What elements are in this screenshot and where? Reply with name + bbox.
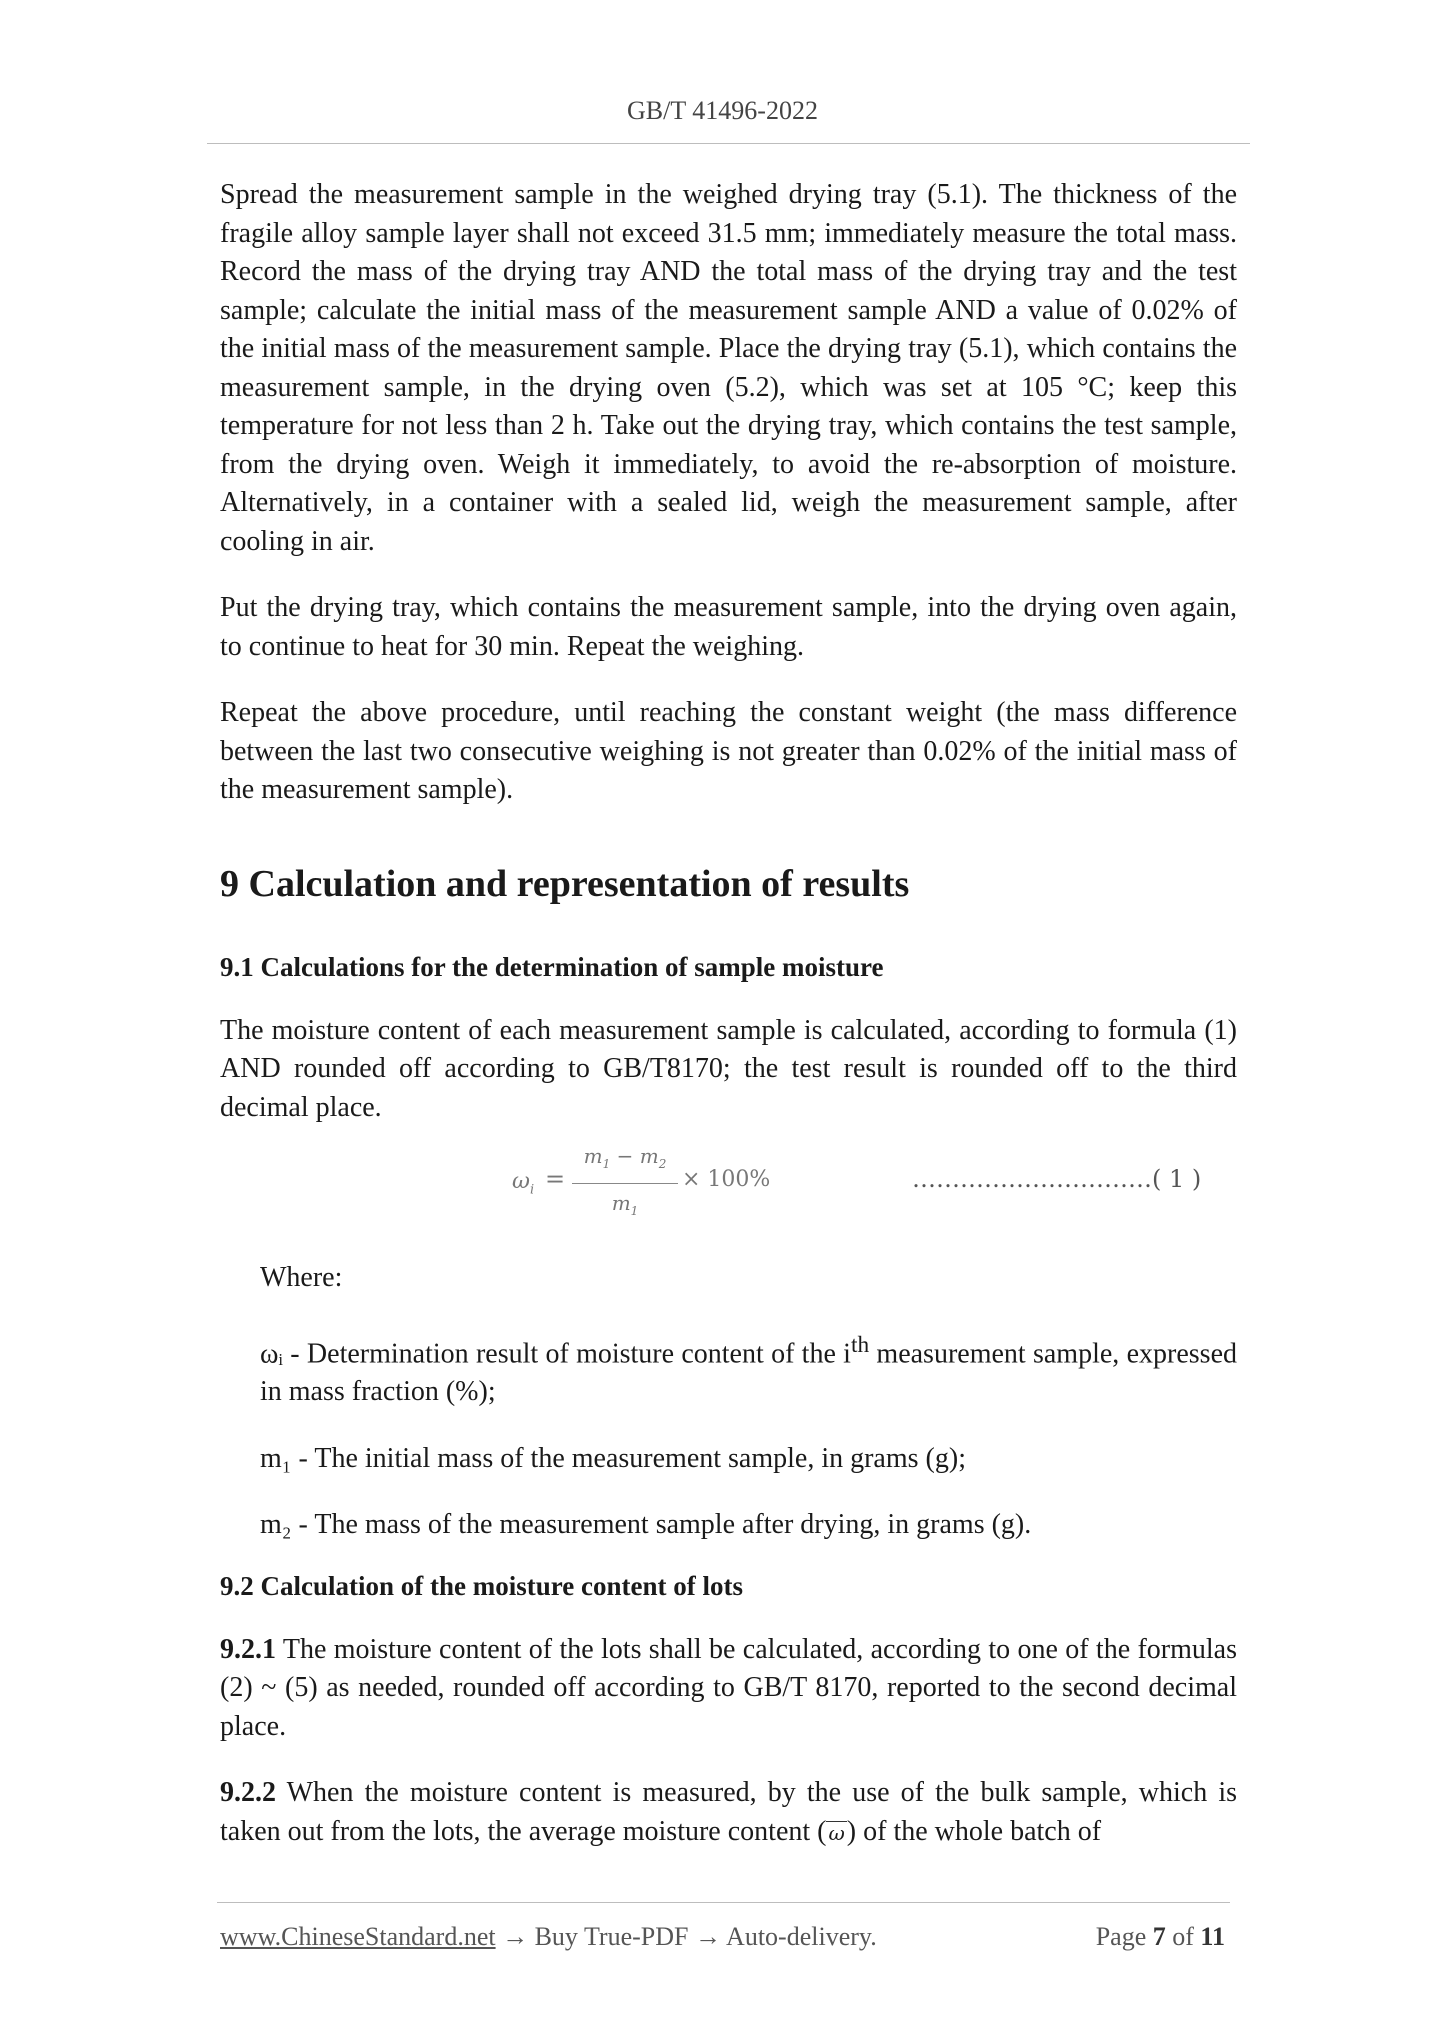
- where-definitions: [220, 1259, 1237, 1545]
- where-label: Where:: [260, 1262, 343, 1293]
- section-9-heading: 9 Calculation and representation of results: [220, 862, 910, 905]
- footer-site-link[interactable]: www.ChineseStandard.net: [220, 1922, 496, 1951]
- page-number: Page 7 of 11: [1095, 1922, 1225, 1951]
- footer-nav-text: → Buy True-PDF → Auto-delivery.: [495, 1922, 877, 1951]
- footer-links: [220, 1922, 877, 1952]
- paragraph-9-2-1: 9.2.1 The moisture content of the lots shall be calculated, according to one of the formulas (2) ~ (5) as needed, rounded off according to GB/T 8170, reported to the second decimal place.: [220, 1633, 1237, 1742]
- page-content: [220, 176, 1237, 1851]
- formula-denominator: $m_1$: [611, 1191, 639, 1218]
- paragraph-formula-intro: The moisture content of each measurement sample is calculated, according to formula (1) AND rounded off according to GB/T8170; the test result is rounded off to the third decimal place.: [220, 1014, 1237, 1123]
- definition-omega: ωᵢ - Determination result of moisture content of the $i^{th}$ measurement sample, expressed in mass fraction (%);: [260, 1331, 1237, 1408]
- footer-divider: [217, 1902, 1230, 1903]
- definition-m1: m₁ - The initial mass of the measurement sample, in grams (g);: [260, 1442, 966, 1474]
- formula-times-100: × 100%: [682, 1167, 771, 1192]
- formula-equals: =: [545, 1165, 566, 1193]
- formula-omega-symbol: $\omega_i$: [512, 1169, 535, 1198]
- formula-fraction: [572, 1139, 678, 1228]
- section-9-2-heading: 9.2 Calculation of the moisture content of lots: [220, 1570, 743, 1601]
- section-9-1-heading: 9.1 Calculations for the determination of sample moisture: [220, 951, 884, 982]
- formula-numerator: $m_1 - m_2$: [583, 1144, 667, 1171]
- paragraph-9-2-2: 9.2.2 When the moisture content is measured, by the use of the bulk sample, which is taken out from the lots, the average moisture content ( ω) of the whole batch of: [220, 1777, 1237, 1847]
- paragraph-constant-weight: Repeat the above procedure, until reaching the constant weight (the mass difference between the last two consecutive weighing is not greater than 0.02% of the initial mass of the measurement sample).: [220, 697, 1237, 805]
- formula-1: [220, 1139, 1237, 1223]
- omega-mean-symbol: ω: [828, 1820, 845, 1845]
- paragraph-reheat: Put the drying tray, which contains the measurement sample, into the drying oven again, to continue to heat for 30 min. Repeat the weighing.: [220, 592, 1237, 662]
- formula-fraction-bar: [572, 1183, 678, 1184]
- definition-m2: m₂ - The mass of the measurement sample after drying, in grams (g).: [260, 1509, 1032, 1541]
- paragraph-procedure: Spread the measurement sample in the weighed drying tray (5.1). The thickness of the fragile alloy sample layer shall not exceed 31.5 mm; immediately measure the total mass. Record the mass of the drying tray AND the total mass of the drying tray and the test sample; calculate the initial mass of the measurement sample AND a value of 0.02% of the initial mass of the measurement sample. Place the drying tray (5.1), which contains the measurement sample, in the drying oven (5.2), which was set at 105 °C; keep this temperature for not less than 2 h. Take out the drying tray, which contains the test sample, from the drying oven. Weigh it immediately, to avoid the re-absorption of moisture. Alternatively, in a container with a sealed lid, weigh the measurement sample, after cooling in air.: [220, 179, 1237, 557]
- header-divider: [207, 143, 1250, 144]
- document-header: GB/T 41496-2022: [627, 96, 818, 125]
- formula-number: …………………………( 1 ): [912, 1165, 1202, 1193]
